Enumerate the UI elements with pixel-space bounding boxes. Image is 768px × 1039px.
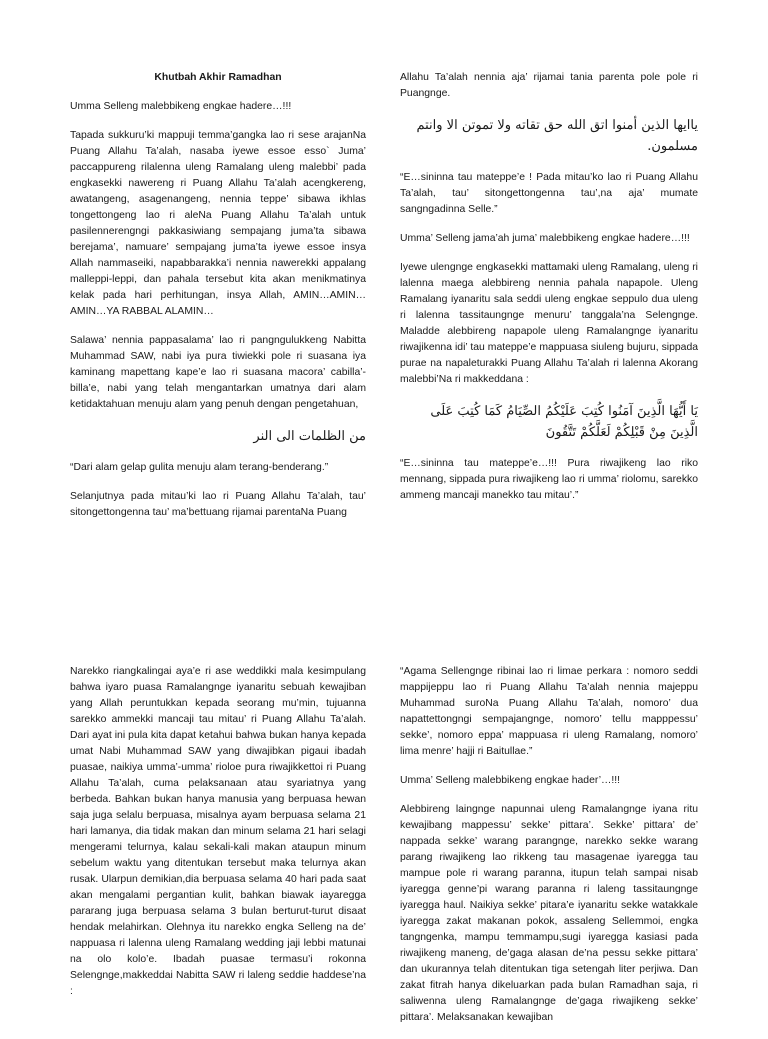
body-paragraph: Salawa’ nennia pappasalama’ lao ri pangngulukkeng Nabitta Muhammad SAW, nabi iya pura tiwiekki pole ri suasana iya kaminang mapettang kape’e lao ri suasana macora’ cabilla’-billa’e, nabi yang telah mengantarkan umatnya dari alam ketidaktahuan menuju alam yang penuh dengan pengetahuan, <box>70 335 366 410</box>
page-column-bottom-right <box>400 664 698 1039</box>
body-paragraph: Allahu Ta’alah nennia aja’ rijamai tania parenta pole pole ri Puangnge. <box>400 72 698 99</box>
page-column-top-left <box>70 70 366 534</box>
arabic-verse: من الظلمات الى النر <box>253 429 366 444</box>
body-paragraph: Iyewe ulengnge engkasekki mattamaki uleng Ramalang, uleng ri lalenna maega alebbireng nennia pahala napapole. Uleng Ramalang iyanaritu sala seddi uleng engkae seppulo dua uleng ri lalenna tassitaungnge menuru’ tanggala’na Selengnge. Maladde alebbireng napapole uleng Ramalangnge iyanaritu riwajikenna idi’ tau mateppe’e mappuasa siuleng bujuru, sippada purae na napaleturakki Puang Allahu Ta’alah ri lalenna Akorang malebbi’Na ri makkeddana : <box>400 262 698 385</box>
page-column-top-right <box>400 70 698 517</box>
greeting-paragraph: Umma Selleng malebbikeng engkae hadere…!!! <box>70 101 292 112</box>
translation-quote: “Dari alam gelap gulita menuju alam terang-benderang.” <box>70 462 329 473</box>
arabic-verse: يَا أَيُّهَا الَّذِينَ آمَنُوا كُتِبَ عَلَيْكُمُ الصِّيَامُ كَمَا كُتِبَ عَلَى الَّذِينَ مِنْ قَبْلِكُمْ لَعَلَّكُمْ تَتَّقُونَ <box>430 404 698 440</box>
arabic-verse: ياايها الذين أمنوا اتق الله حق تقاته ولا تموتن الا وانتم مسلمون. <box>416 118 698 154</box>
greeting-paragraph: Umma’ Selleng jama’ah juma’ malebbikeng engkae hadere…!!! <box>400 233 690 244</box>
body-paragraph: Tapada sukkuru’ki mappuji temma’gangka lao ri sese arajanNa Puang Allahu Ta’alah, nasaba iyewe essoe esso` Juma’ paccappureng rilalenna uleng Ramalang uleng malebbi’ pada engkasekki nawereng ri Puang Allahu Ta’alah acengkereng, awatangeng, asagenangeng, nennia teppe’ sibawa ikhlas tongettongeng lao ri aleNa Puang Allahu Ta’alah untuk pasilennerengngi pakkasiwiang sempajang juma’ta sibawa berejama’, namuare’ sempajang juma’ta iyewe essoe insya Allah nammaseiki, napabbarakka’i nennia nawerekki appalang malleppi-leppi, dan pahala tersebut kita akan menikmatinya kelak pada hari perhitungan, insya Allah, AMIN…AMIN… AMIN…YA RABBAL ALAMIN… <box>70 130 366 317</box>
translation-quote: “E…sininna tau mateppe’e ! Pada mitau’ko lao ri Puang Allahu Ta’alah, tau’ sitongettongenna tau’,na aja’ mumate sangngadinna Selle.” <box>400 172 698 215</box>
page-column-bottom-left <box>70 664 366 1013</box>
body-paragraph: Narekko riangkalingai aya’e ri ase weddikki mala kesimpulang bahwa iyaro puasa Ramalangnge iyanaritu sebuah kewajiban yang Allah peruntukkan kepada seorang mu’min, tujuanna sarekko ammekki mancaji tau mitau’ ri Puang Allahu Ta’alah. Dari ayat ini pula kita dapat ketahui bahwa bukan hanya kepada umat Nabi Muhammad SAW yang diwajibkan pigaui ibadah puasae, naikiya umma’-umma’ rioloe pura riwajikkettoi ri Puang Allahu Ta’alah, cuma pelaksanaan atau syariatnya yang berbeda. Bahkan bukan hanya manusia yang berpuasa hewan saja juga selalu berpuasa, misalnya ayam berpuasa selama 21 hari lamanya, dia tidak makan dan minum selama 21 hari selagi mengerami telurnya, kalau sekali-kali makan ataupun minum sebelum waktu yang ditentukan tersebut maka telurnya akan rusak. Ularpun demikian,dia berpuasa selama 40 hari pada saat akan mengalami pergantian kulit, bahkan biawak iayaregga pararang juga berpuasa selama 3 bulan berturut-turut disaat hendak melahirkan. Olehnya itu narekko engka Selleng na de’ nappuasa ri lalenna uleng Ramalang wedding jaji lebbi matunai na olo kolo’e. Ibadah puasae termasu’i rokonna Selengnge,makkeddai Nabitta SAW ri laleng seddie haddese’na : <box>70 666 366 997</box>
body-paragraph: Alebbireng laingnge napunnai uleng Ramalangnge iyana ritu kewajibang mappessu’ sekke’ pittara’. Sekke’ pittara’ de’ nappada sekke’ warang parangnge, narekko sekke warang parang riwajikeng lao rikkeng tau masagenae iyaregga tau mampue pole ri warang paranna, itupun telah sampai nisab iyaregga genne’pi warang paranna ri laleng tassitaungnge iyaregga haul. Naikiya sekke’ pitara’e iyanaritu sekke watakkale iyaregga zakat makanan pokok, assaleng Sellemmoi, engka tangngenka, mampu temmampu,sugi iyaregga kasiasi pada riwajikeng maneng, de’gaga alasan de’na pessu sekke pittara’ dan ukurannya telah ditentukan tiga setengah liter perjiwa. Dan zakat fitrah hanya dikeluarkan pada bulan Ramadhan saja, ri saliwenna uleng Ramalangnge de’gaga riwajikeng sekke’ pittara’. Melaksanakan kewajiban <box>400 804 698 1023</box>
body-paragraph: Selanjutnya pada mitau’ki lao ri Puang Allahu Ta’alah, tau’ sitongettongenna tau’ ma’bettuang rijamai parentaNa Puang <box>70 491 366 518</box>
translation-quote: “E…sininna tau mateppe’e…!!! Pura riwajikeng lao riko mennang, sippada pura riwajikeng lao ri umma’ riolomu, sarekko ammeng mancaji manekko tau mitau’.” <box>400 458 698 501</box>
sermon-title: Khutbah Akhir Ramadhan <box>154 72 282 83</box>
hadith-quote: “Agama Sellengnge ribinai lao ri limae perkara : nomoro seddi mappijeppu lao ri Puang Allahu Ta’alah nennia majeppu Muhammad suroNa Puang Allahu Ta’alah, nomoro’ dua napattettongngi sempajangnge, nomoro’ tellu mapppessu’ sekke’, nomoro eppa’ mappuasa ri uleng Ramalang, nomoro’ lima menre’ hajji ri Baitullae.” <box>400 666 698 757</box>
greeting-paragraph: Umma’ Selleng malebbikeng engkae hader’…!!! <box>400 775 621 786</box>
